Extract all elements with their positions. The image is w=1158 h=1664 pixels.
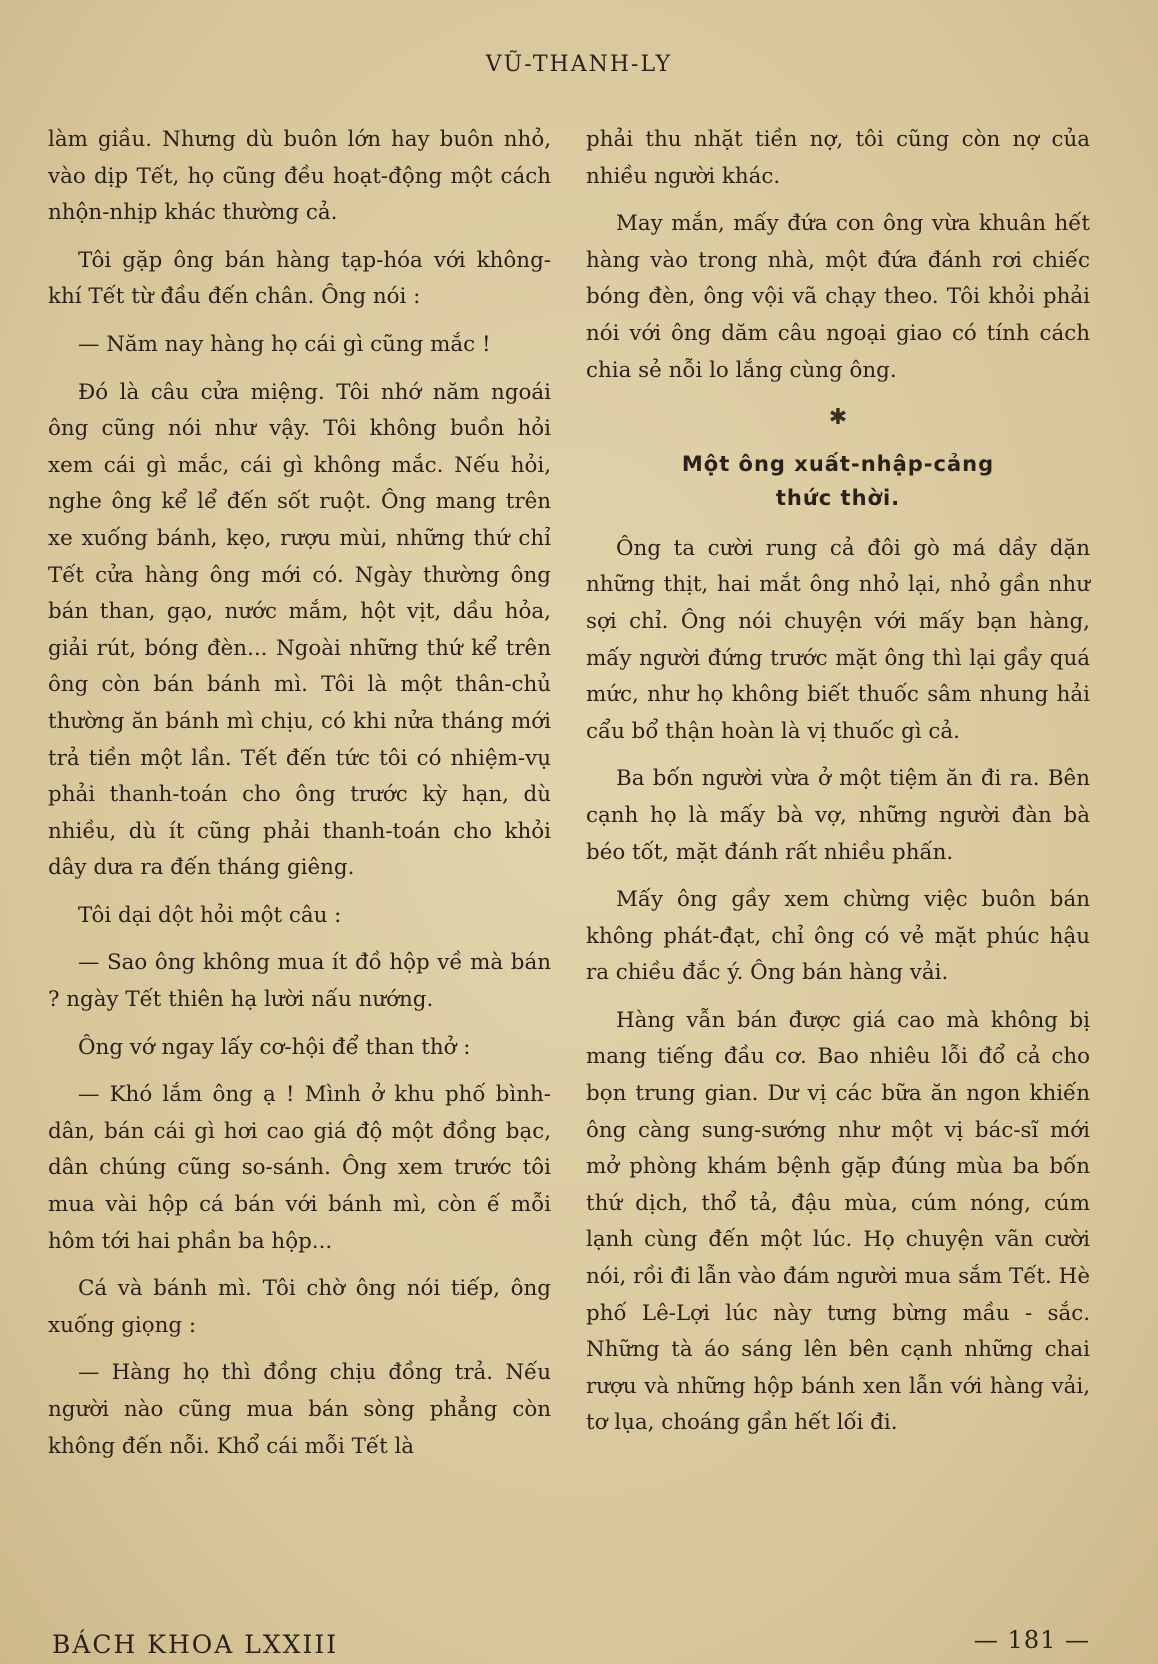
paragraph: May mắn, mấy đứa con ông vừa khuân hết hàng vào trong nhà, một đứa đánh rơi chiếc bóng đèn, ông vội vã chạy theo. Tôi khỏi phải nói với ông dăm câu ngoại giao có tính cách chia sẻ nỗi lo lắng cùng ông.: [586, 211, 1090, 383]
paragraph: Tôi dại dột hỏi một câu :: [78, 902, 342, 928]
paragraph: Tôi gặp ông bán hàng tạp-hóa với không-khí Tết từ đầu đến chân. Ông nói :: [48, 247, 551, 310]
section-separator-icon: ✱: [828, 405, 848, 431]
paragraph: Mấy ông gầy xem chừng việc buôn bán không phát-đạt, chỉ ông có vẻ mặt phúc hậu ra chiều đắc ý. Ông bán hàng vải.: [586, 887, 1090, 986]
running-header: VŨ-THANH-LY: [485, 52, 673, 77]
paragraph: Ba bốn người vừa ở một tiệm ăn đi ra. Bên cạnh họ là mấy bà vợ, những người đàn bà béo tốt, mặt đánh rất nhiều phấn.: [586, 766, 1090, 865]
paragraph: phải thu nhặt tiền nợ, tôi cũng còn nợ của nhiều người khác.: [586, 127, 1090, 189]
paragraph: — Khó lắm ông ạ ! Mình ở khu phố bình-dân, bán cái gì hơi cao giá độ một đồng bạc, dân chúng cũng so-sánh. Ông xem trước tôi mua vài hộp cá bán với bánh mì, còn ế mỗi hôm tới hai phần ba hộp...: [48, 1082, 551, 1254]
paragraph: Hàng vẫn bán được giá cao mà không bị mang tiếng đầu cơ. Bao nhiêu lỗi đổ cả cho bọn trung gian. Dư vị các bữa ăn ngon khiến ông càng sung-sướng như một vị bác-sĩ mới mở phòng khám bệnh gặp đúng mùa ba bốn thứ dịch, thổ tả, đậu mùa, cúm nóng, cúm lạnh cùng đến một lúc. Họ chuyện vãn cười nói, rồi đi lẫn vào đám người mua sắm Tết. Hè phố Lê-Lợi lúc này tưng bừng mầu - sắc. Những tà áo sáng lên bên cạnh những chai rượu và những hộp bánh xen lẫn với hàng vải, tơ lụa, choáng gần hết lối đi.: [586, 1007, 1090, 1436]
right-column: [586, 122, 1090, 1453]
page-number: — 181 —: [973, 1626, 1090, 1654]
paragraph: Ông ta cười rung cả đôi gò má dầy dặn những thịt, hai mắt ông nhỏ lại, nhỏ gần như sợi chỉ. Ông nói chuyện với mấy bạn hàng, mấy người đứng trước mặt ông thì lại gầy quá mức, như họ không biết thuốc sâm nhung hải cẩu bổ thận hoàn là vị thuốc gì cả.: [586, 535, 1090, 744]
paragraph: — Năm nay hàng họ cái gì cũng mắc !: [78, 331, 491, 357]
paragraph: Đó là câu cửa miệng. Tôi nhớ năm ngoái ông cũng nói như vậy. Tôi không buồn hỏi xem cái gì mắc, cái gì không mắc. Nếu hỏi, nghe ông kể lể đến sốt ruột. Ông mang trên xe xuống bánh, kẹo, rượu mùi, những thứ chỉ Tết cửa hàng ông mới có. Ngày thường ông bán than, gạo, nước mắm, hột vịt, dầu hỏa, giải rút, bóng đèn... Ngoài những thứ kể trên ông còn bán bánh mì. Tôi là một thân-chủ thường ăn bánh mì chịu, có khi nửa tháng mới trả tiền một lần. Tết đến tức tôi có nhiệm-vụ phải thanh-toán cho ông trước kỳ hạn, dù nhiều, dù ít cũng phải thanh-toán cho khỏi dây dưa ra đến tháng giêng.: [48, 379, 551, 881]
paragraph: — Sao ông không mua ít đồ hộp về mà bán ? ngày Tết thiên hạ lười nấu nướng.: [48, 950, 551, 1013]
section-title-line: Một ông xuất-nhập-cảng: [681, 451, 995, 476]
paragraph: — Hàng họ thì đồng chịu đồng trả. Nếu người nào cũng mua bán sòng phẳng còn không đến nỗi. Khổ cái mỗi Tết là: [48, 1360, 551, 1459]
left-column: [48, 122, 551, 1476]
publication-name: BÁCH KHOA LXXIII: [52, 1630, 339, 1659]
section-title-line: thức thời.: [775, 485, 901, 510]
section-title: [586, 447, 1090, 515]
paragraph: Cá và bánh mì. Tôi chờ ông nói tiếp, ông xuống giọng :: [48, 1276, 551, 1338]
paragraph: làm giầu. Nhưng dù buôn lớn hay buôn nhỏ, vào dịp Tết, họ cũng đều hoạt-động một cách nhộn-nhịp khác thường cả.: [48, 127, 551, 226]
paragraph: Ông vớ ngay lấy cơ-hội để than thở :: [78, 1034, 471, 1060]
